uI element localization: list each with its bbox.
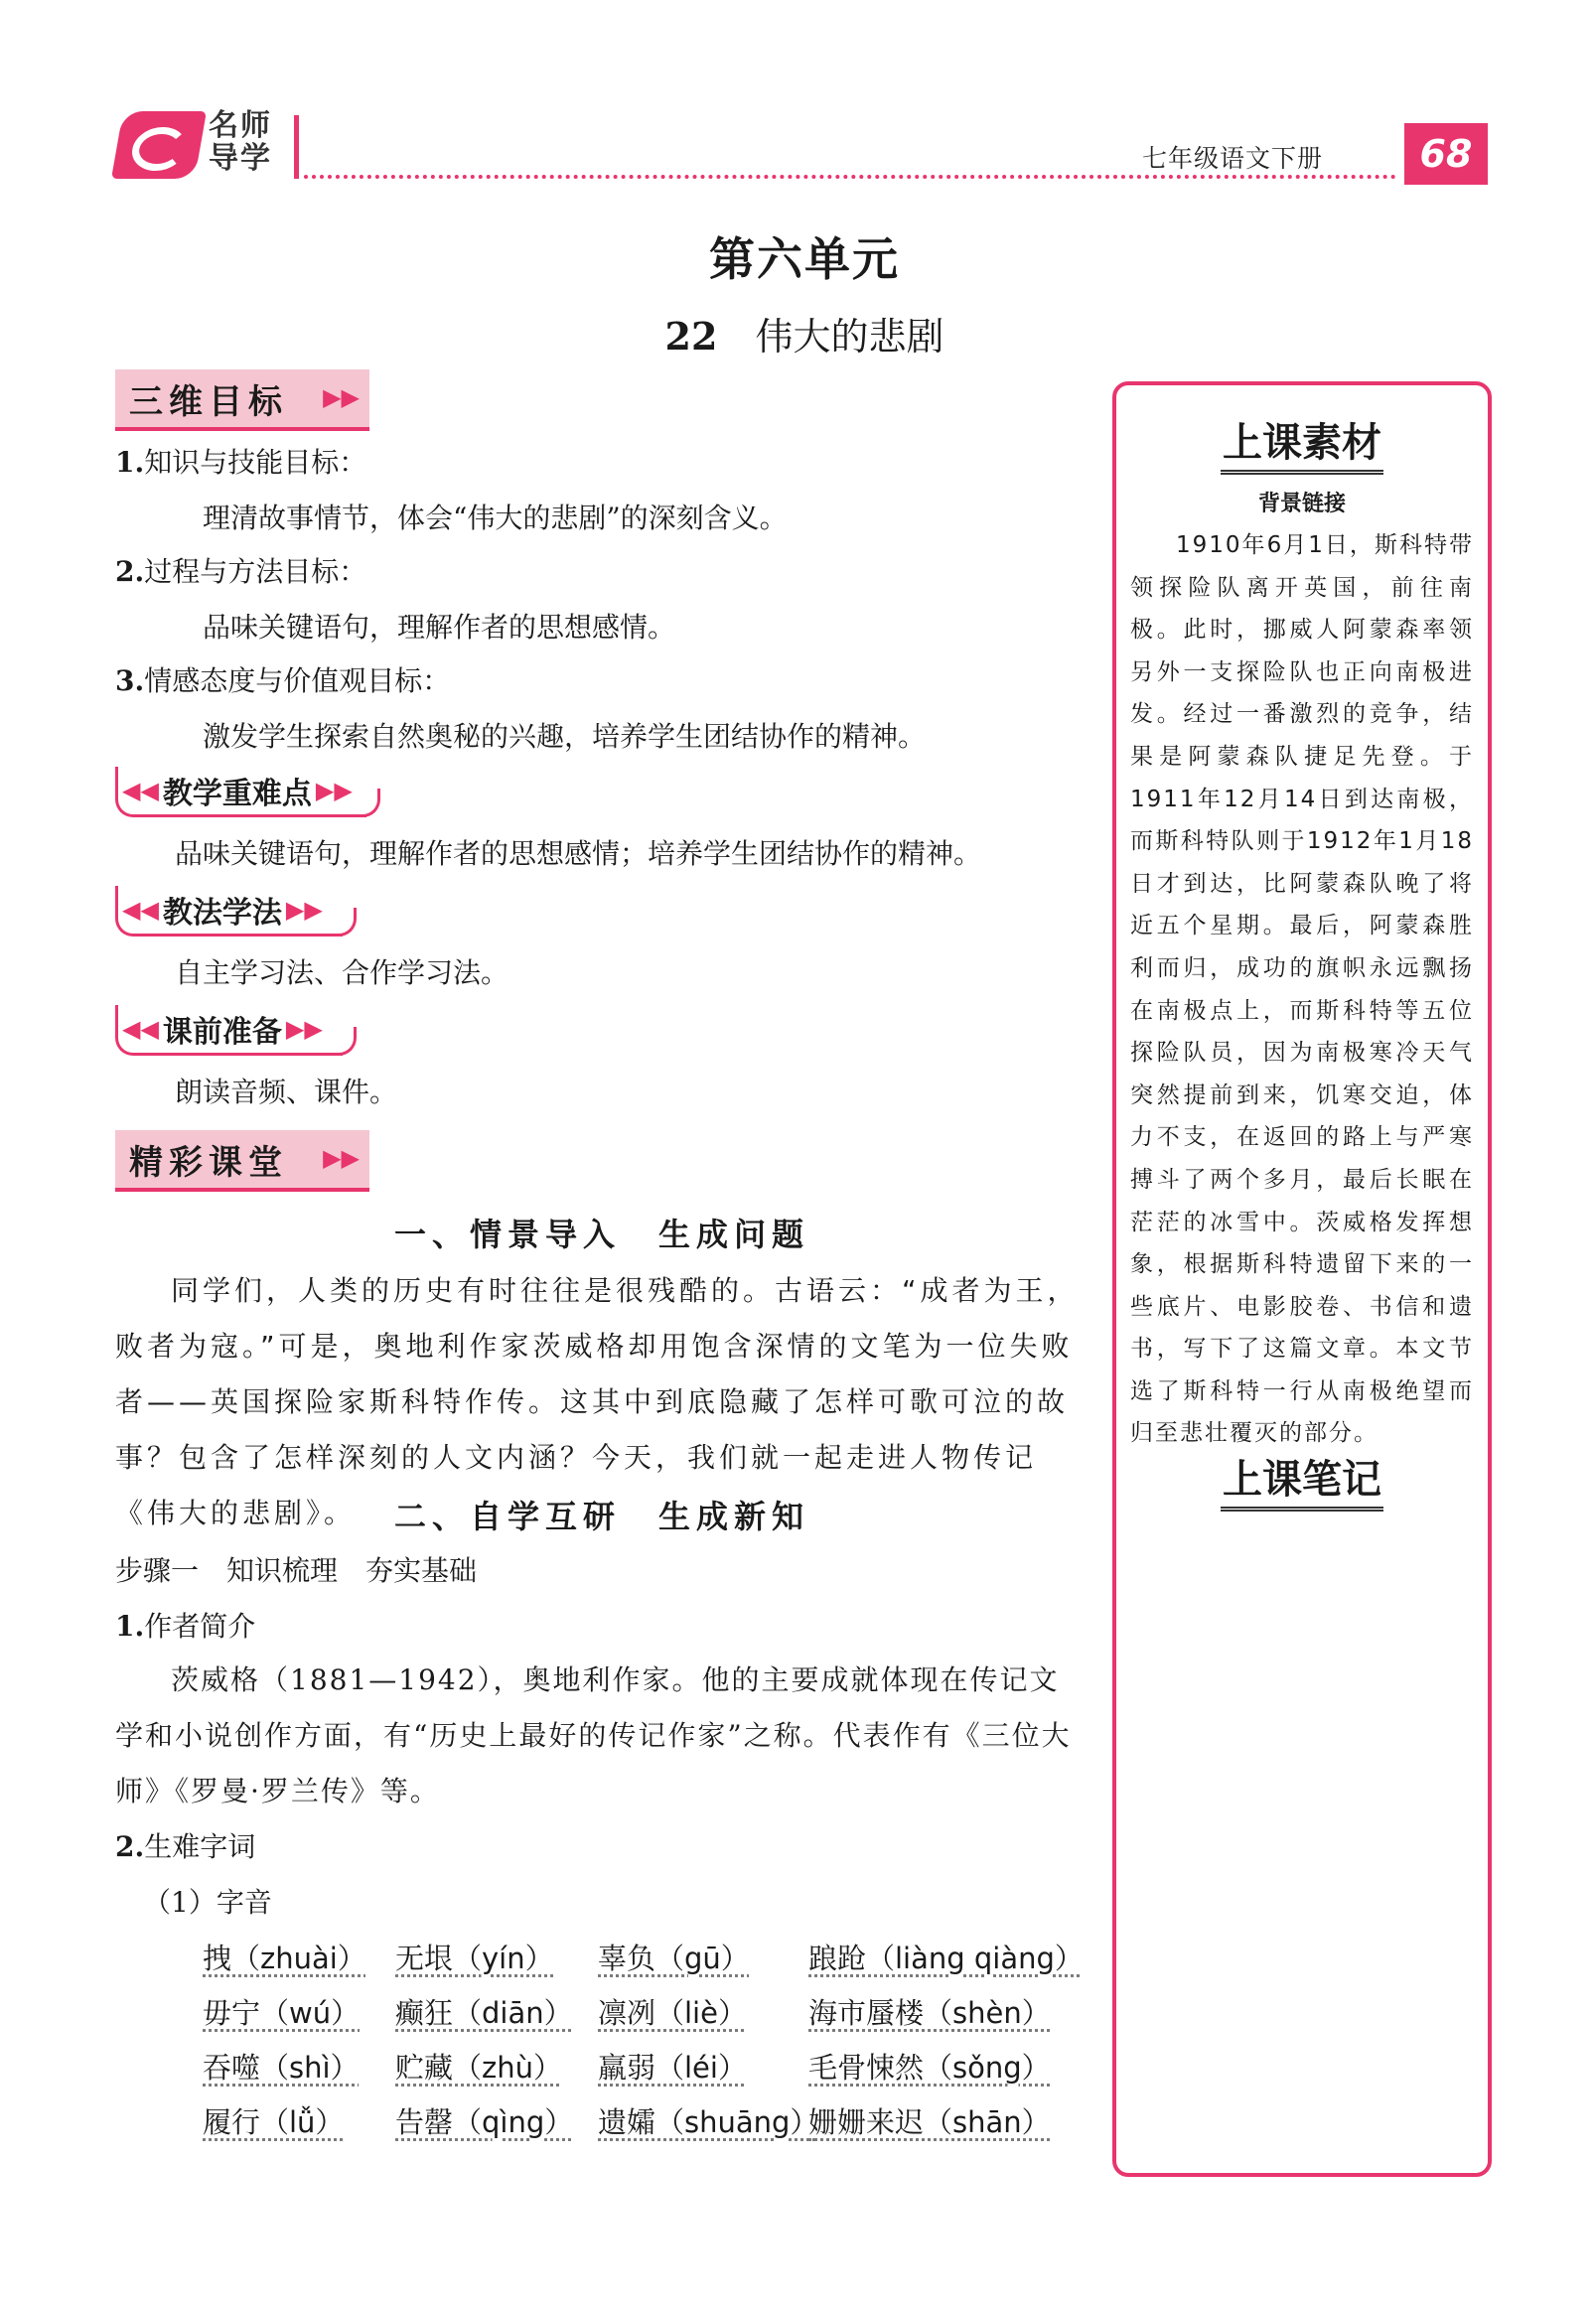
double-arrow-left-icon: ◀◀ [122,896,159,924]
arrow-right-icon: ▶▶ [323,1144,360,1172]
pinyin-item: 拽（zhuài） [203,1942,366,1975]
goal-2-body: 品味关键语句，理解作者的思想感情。 [203,611,676,644]
pinyin-item: 无垠（yín） [395,1942,554,1975]
pinyin-item: 姗姗来迟（shān） [808,2105,1051,2139]
logo-divider [294,115,299,179]
pinyin-item: 羸弱（léi） [598,2051,747,2085]
section-label-text: 精彩课堂 [129,1142,288,1183]
unit-title: 第六单元 [709,232,900,286]
pinyin-item: 遗孀（shuāng） [598,2105,819,2139]
goal-3-heading: 3.情感态度与价值观目标： [115,664,451,697]
goal-3-body: 激发学生探索自然奥秘的兴趣，培养学生团结协作的精神。 [203,720,927,753]
arrow-right-icon: ▶▶ [323,383,360,411]
step-1-heading: 步骤一 知识梳理 夯实基础 [115,1554,478,1587]
goal-1-body: 理清故事情节，体会“伟大的悲剧”的深刻含义。 [203,502,788,534]
pinyin-item: 踉跄（liàng qiàng） [808,1942,1084,1975]
lesson-name: 伟大的悲剧 [755,315,944,359]
author-heading: 1.作者简介 [115,1610,256,1643]
book-title: 七年级语文下册 [1142,144,1324,173]
notes-title: 上课笔记 [1116,1448,1488,1505]
pinyin-item: 辜负（gū） [598,1942,750,1975]
part-1-title: 一、情景导入 生成问题 [393,1216,809,1253]
page-number-badge: 68 [1404,123,1488,185]
pinyin-item: 毛骨悚然（sǒng） [808,2051,1051,2085]
header-dotted-rule [304,175,1396,179]
double-arrow-right-icon: ▶▶ [285,896,323,924]
pinyin-item: 履行（lǚ） [203,2105,345,2139]
sub-label-key-points: ◀◀ 教学重难点 ▶▶ [115,767,366,817]
sidebar-background-text: 1910年6月1日，斯科特带领探险队离开英国，前往南极。此时，挪威人阿蒙森率领另外一支探险队也正向南极进发。经过一番激烈的竞争，结果是阿蒙森队捷足先登。于1911年12月14日到达南极，而斯科特队则于1912年1月18日才到达，比阿蒙森队晚了将近五个星期。最后，阿蒙森胜利而归，成功的旗帜永远飘扬在南极点上，而斯科特等五位探险队员，因为南极寒冷天气突然提前到来，饥寒交迫，体力不支，在返回的路上与严寒搏斗了两个多月，最后长眠在茫茫的冰雪中。茨威格发挥想象，根据斯科特遗留下来的一些底片、电影胶卷、书信和遗书，写下了这篇文章。本文节选了斯科特一行从南极绝望而归至悲壮覆灭的部分。 [1130,532,1474,1447]
author-paragraph: 茨威格（1881—1942），奥地利作家。他的主要成就体现在传记文学和小说创作方面，有“历史上最好的传记作家”之称。代表作有《三位大师》《罗曼·罗兰传》等。 [115,1663,1072,1807]
logo-line-2: 导学 [209,141,272,176]
double-arrow-right-icon: ▶▶ [315,777,353,804]
pinyin-item: 吞噬（shì） [203,2051,360,2085]
part-2-title: 二、自学互研 生成新知 [393,1498,809,1535]
logo-icon [111,111,207,179]
lesson-number: 22 [664,314,718,359]
section-label-goals [115,369,369,431]
pinyin-item: 海市蜃楼（shèn） [808,1996,1051,2030]
goal-1-heading: 1.知识与技能目标： [115,446,367,479]
pinyin-item: 凛冽（liè） [598,1996,747,2030]
sidebar-panel [1112,381,1492,2177]
lesson-title [536,306,1073,360]
sidebar-subtitle: 背景链接 [1257,492,1346,516]
double-arrow-left-icon: ◀◀ [122,1015,159,1043]
sub-label-methods: ◀◀ 教法学法 ▶▶ [115,886,343,937]
double-arrow-left-icon: ◀◀ [122,777,159,804]
pinyin-item: 贮藏（zhù） [395,2051,562,2085]
sidebar-title: 上课素材 [1116,411,1488,468]
pinyin-item: 告罄（qìng） [395,2105,574,2139]
goal-2-heading: 2.过程与方法目标： [115,555,367,588]
vocab-heading: 2.生难字词 [115,1830,256,1863]
pinyin-item: 癫狂（diān） [395,1996,573,2030]
methods-body: 自主学习法、合作学习法。 [175,956,509,989]
double-arrow-right-icon: ▶▶ [285,1015,323,1043]
pronunciation-heading: （1）字音 [143,1886,272,1919]
intro-paragraph: 同学们，人类的历史有时往往是很残酷的。古语云：“成者为王，败者为寇。”可是，奥地利作家茨威格却用饱含深情的文笔为一位失败者——英国探险家斯科特作传。这其中到底隐藏了怎样可歌可泣的故事？包含了怎样深刻的人文内涵？今天，我们就一起走进人物传记《伟大的悲剧》。 [115,1274,1080,1529]
key-points-body: 品味关键语句，理解作者的思想感情；培养学生团结协作的精神。 [175,837,982,870]
section-label-classroom [115,1130,369,1192]
logo-line-1: 名师 [209,108,272,143]
logo-text [209,109,288,175]
pinyin-item: 毋宁（wú） [203,1996,361,2030]
sub-label-preparation: ◀◀ 课前准备 ▶▶ [115,1005,343,1056]
section-label-text: 三维目标 [129,381,288,422]
preparation-body: 朗读音频、课件。 [175,1076,398,1108]
